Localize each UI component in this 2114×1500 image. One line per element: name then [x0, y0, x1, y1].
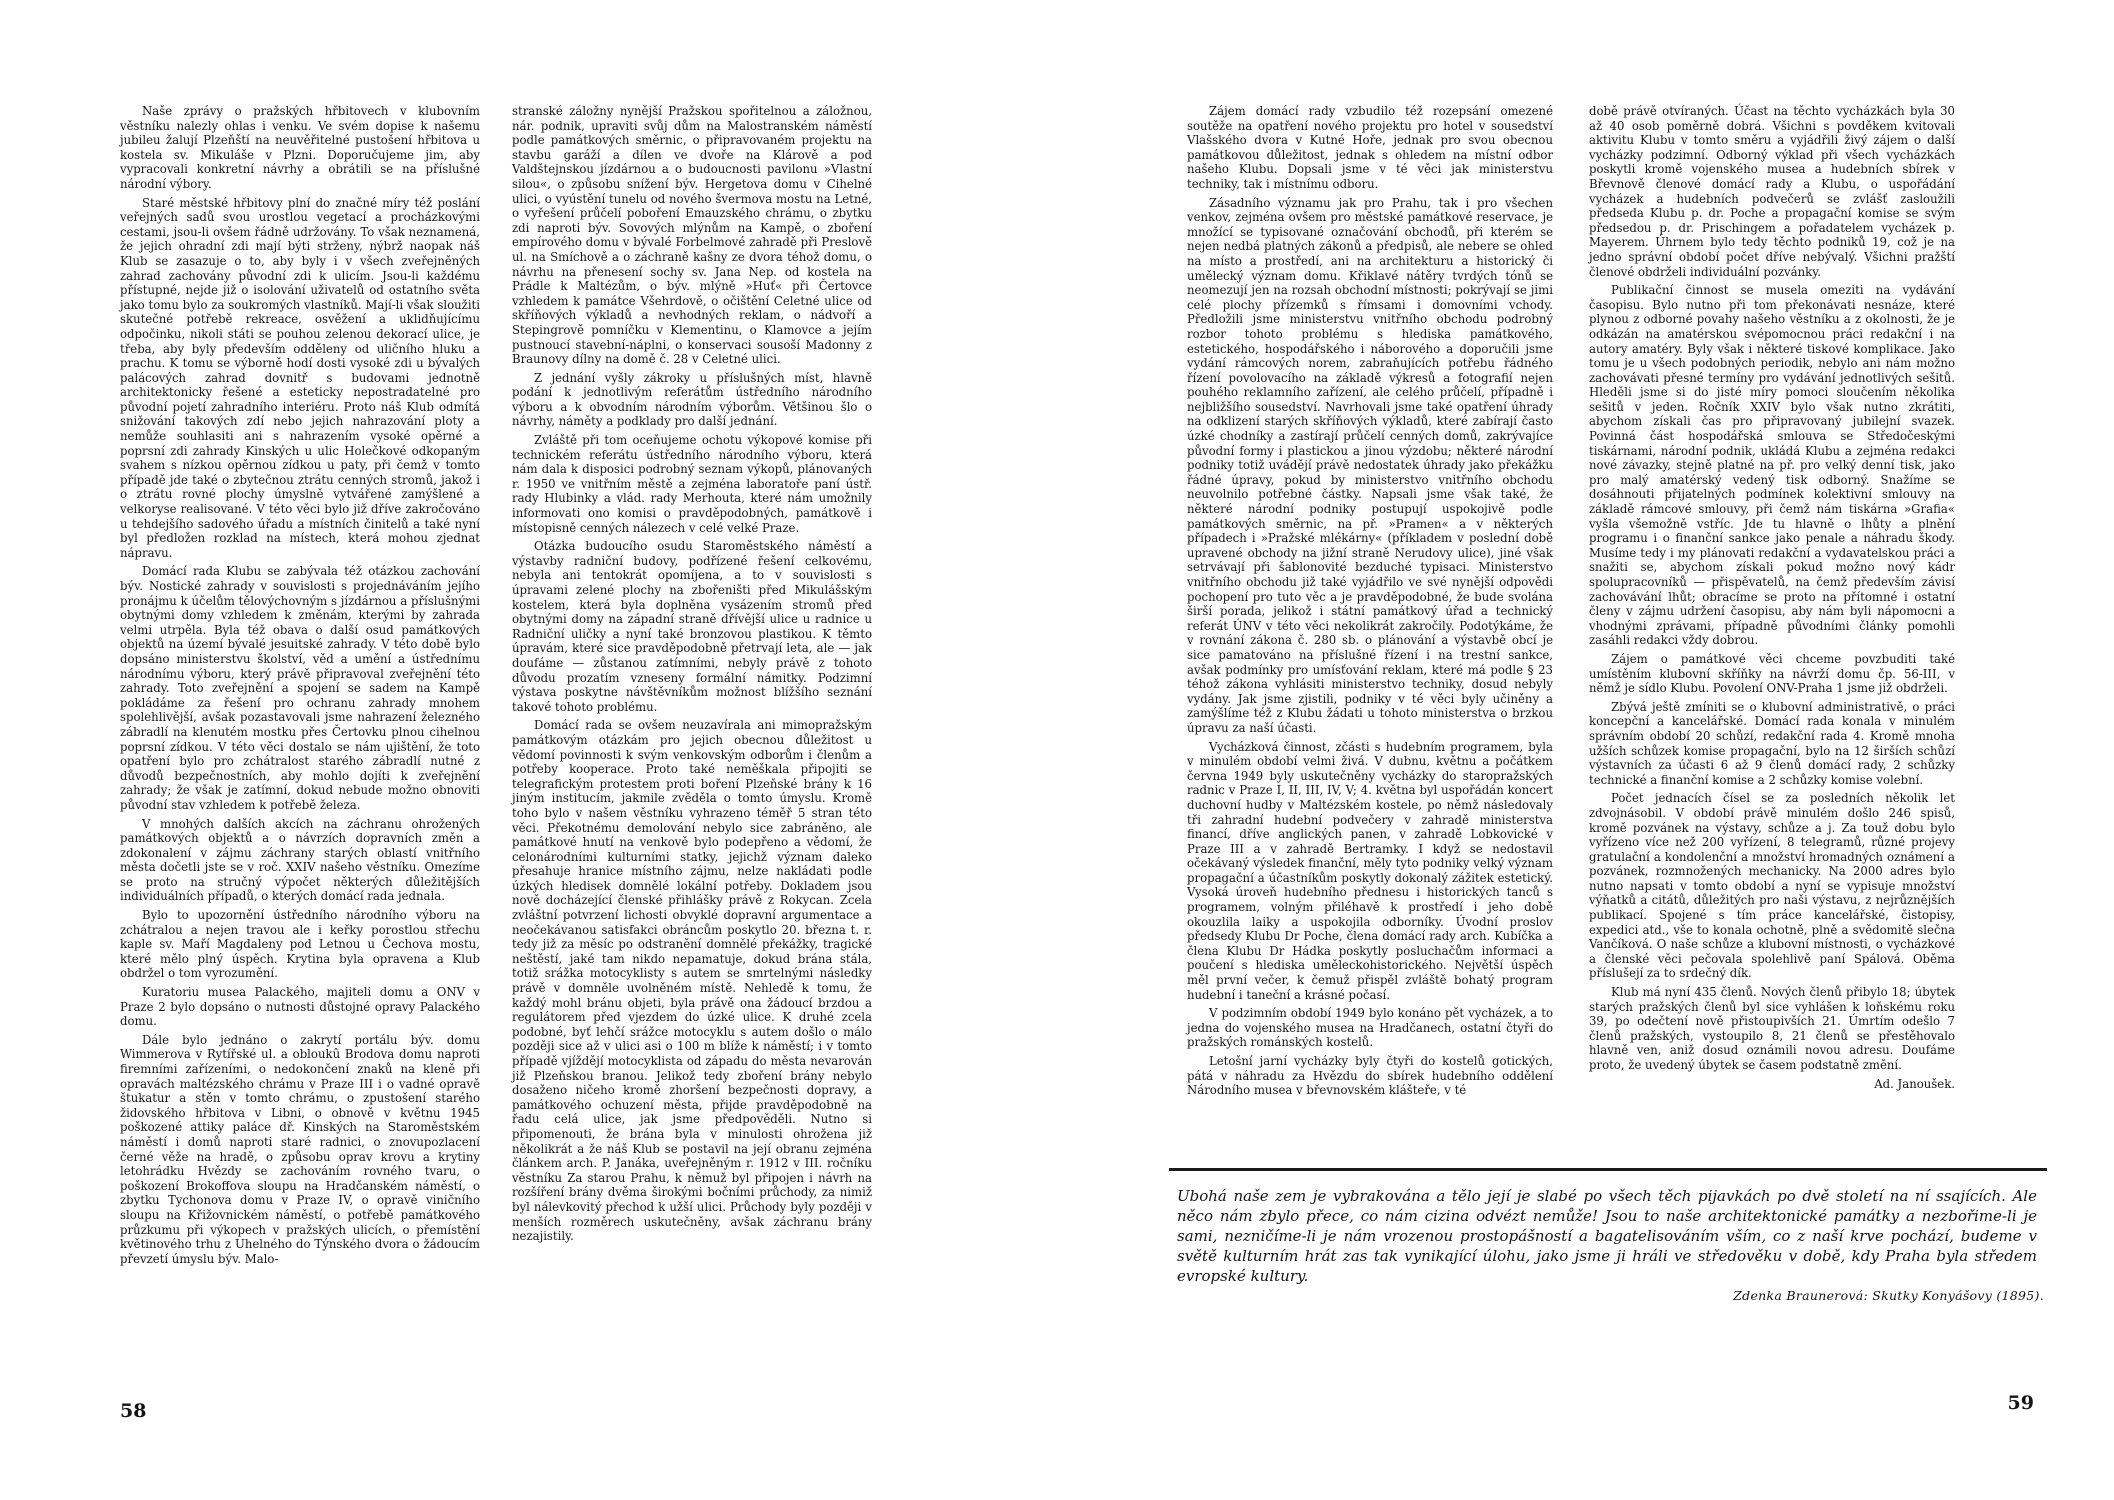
paragraph: stranské záložny nynější Pražskou spořitelnou a záložnou, nár. podnik, upraviti svůj dům na Malostranském náměstí podle památkových směrnic, o připravovaném projektu na stavbu garáží a dílen ve dvoře na Klárově a pod Valdštejnskou jízdárnou a o budoucnosti pavilonu »Vlastní silou«, o způsobu snížení býv. Hergetova domu v Cihelné ulici, o vyústění tunelu od nového švermova mostu na Letné, o vyřešení průčelí poboření Emauzského chrámu, o zbytku zdi naproti býv. Sovových mlýnům na Kampě, o zboření empírového domu v bývalé Forbelmové zahradě při Preslově ul. na Smíchově a o záchraně kašny ze dvora téhož domu, o návrhu na přenesení sochy sv. Jana Nep. od kostela na Prádle k Maltézům, o býv. mlýně »Huť« při Čertovce vzhledem k památce Všehrdově, o očištění Celetné ulice od skříňových výkladů a nevhodných reklam, o nádvoří a Stepingrově pomníčku v Klementinu, o Klamovce a jejím pustnoucí stavební-náplni, o konservaci sousoší Madonny z Braunovy dílny na domě č. 28 v Celetné ulici.	[512, 104, 872, 367]
paragraph: Kuratoriu musea Palackého, majiteli domu a ONV v Praze 2 bylo dopsáno o nutnosti důstojné opravy Palackého domu.	[120, 985, 480, 1029]
paragraph: Dále bylo jednáno o zakrytí portálu býv. domu Wimmerova v Rytířské ul. a obloukû Brodova domu naproti firemními zařízeními, o nedokončení znaků na kleně při opravách maltézského chrámu v Praze III i o vadné opravě štukatur a stěn v tomto chrámu, o zpustošení starého židovského hřbitova v Libni, o obnově v květnu 1945 poškozené attiky paláce dř. Kinských na Staroměstském náměstí i domů naproti staré radnici, o znovupozlacení černé věže na hradě, o způsobu oprav krovu a krytiny letohrádku Hvězdy se zachováním rovného tvaru, o poškození Brokoffova sloupu na Hradčanském náměstí, o zbytku Tychonova domu v Praze IV, o opravě viničního sloupu na Křižovnickém náměstí, o potřebě památkového průzkumu při výkopech v pražských ulicích, o přemístění květinového trhu z Uhelného do Týnského dvora o žádoucím převzetí úmyslu býv. Malo-	[120, 1032, 480, 1266]
paragraph: Bylo to upozornění ústředního národního výboru na zchátralou a nejen travou ale i keřky porostlou střechu kaple sv. Maří Magdaleny pod Letnou u Čechova mostu, které mělo plný úspěch. Krytina byla opravena a Klub obdržel o tom vyrozumění.	[120, 908, 480, 981]
page-number-right: 59	[2007, 1392, 2034, 1414]
paragraph: Vycházková činnost, zčásti s hudebním programem, byla v minulém období velmi živá. V dubnu, květnu a počátkem června 1949 byly uskutečněny vycházky do staropražských radnic v Praze I, II, III, IV, V; 4. května byl uspořádán koncert duchovní hudby v Maltézském kostele, po němž následovaly tři zahradní hudební podvečery v zahradě ministerstva financí, dříve anglických panen, v zahradě Lobkovické v Praze III a v zahradě Bertramky. I když se nedostavil očekávaný výsledek finanční, měly tyto podniky velký význam propagační a účastníkům poskytly dokonalý zážitek estetický. Vysoká úroveň hudebního přednesu i historických tanců s programem, volným přiléhavě k prostředí i jeho době okouzlila laiky a uspokojila odborníky. Úvodní proslov předsedy Klubu Dr Poche, člena domácí rady arch. Kubíčka a člena Klubu Dr Hádka poskytly posluchačům informaci a poučení s hlediska uměleckohistorického. Největší úspěch měl první večer, k čemuž přispěl zvláště bohatý program hudební i taneční a krásné počasí.	[1187, 739, 1553, 1002]
paragraph: Zbývá ještě zmíniti se o klubovní administrativě, o práci koncepční a kancelářské. Domácí rada konala v minulém správním období 20 schůzí, redakční rada 4. Kromě mnoha užších schůzek komise propagační, bylo na 12 širších schůzí výstavních za účasti 6 až 9 členů domácí rady, 2 schůzky technické a finanční komise a 2 schůzky komise volební.	[1589, 699, 1955, 787]
paragraph: Publikační činnost se musela omeziti na vydávání časopisu. Bylo nutno při tom překonávati nesnáze, které plynou z odborné povahy našeho věstníku a z okolnosti, že je odkázán na amatérskou svépomocnou práci redakční i na autory amatéry. Byly však i některé tiskové komplikace. Jako tomu je u všech podobných periodik, nebylo ani nám možno zachovávati přesné termíny pro vydávání jednotlivých sešitů. Hleděli jsme si do jisté míry pomoci sloučením několika sešitů v jeden. Ročník XXIV bylo však nutno zkrátiti, abychom získali čas pro připravovaný jubilejní svazek. Povinná část hospodářská smlouva se Středočeskými tiskárnami, národní podnik, ukládá Klubu a zejména redakci nové závazky, stejně platné na př. pro velký denní tisk, jako pro malý amatérský vedený tisk odborný. Snažíme se dosáhnouti přijatelných podmínek kolektivní smlouvy na základě rámcové smlouvy, při čemž nám tiskárna »Grafia« vyšla všemožně vstříc. Jde tu hlavně o lhůty a plnění programu i o finanční sankce jako penale a náhradu škody. Musíme tedy i my plánovati redakční a vydavatelskou práci a snažiti se, abychom získali pokud možno nový kádr spolupracovníků — přispěvatelů, na čemž především závisí zachovávání lhůt; obracíme se proto na přítomné i ostatní členy v zájmu udržení časopisu, aby nám byli nápomocni a vhodnými zprávami, případně původními články pomohli zasáhli redakci vždy dobrou.	[1589, 283, 1955, 648]
right-column-1	[1187, 104, 1553, 1124]
page-number-left: 58	[120, 1400, 147, 1422]
right-column-2	[1589, 104, 1955, 1124]
paragraph: Počet jednacích čísel se za posledních několik let zdvojnásobil. V období právě minulém došlo 246 spisů, kromě pozvánek na výstavy, schůze a j. Za touž dobu bylo vyřízeno více než 200 vyřízení, 8 telegramů, různé projevy gratulační a kondolenční a množství hromadných oznámení a pozvánek, rozmnožených mechanicky. Na 2000 adres bylo nutno napsati v tomto období a nyní se vypisuje množství výňatků a citátů, důležitých pro naši výstavu, z nejrůznějších publikací. Spojené s tím práce kancelářské, čistopisy, expedici atd., vše to konala ochotně, plně a svědomitě slečna Vančíková. O naše schůze a klubovní místnosti, o vycházkové a členské věci pečovala spolehlivě paní Spálová. Oběma příslušejí za to srdečný dík.	[1589, 791, 1955, 981]
paragraph: Otázka budoucího osudu Staroměstského náměstí a výstavby radniční budovy, podřízené řešení celkovému, nebyla ani tentokrát opomíjena, a to v souvislosti s úpravami zelené plochy na zbořeništi před Mikulášským kostelem, která byla doplněna vysázením stromů před obytnými domy na západní straně dřívější ulice u radnice u Radniční uličky a nyní také bronzovou plastikou. K těmto úpravám, které sice pravděpodobně přetrvají leta, ale — jak doufáme — zůstanou zatímními, nebyly právě z tohoto důvodu prozatím vzneseny formální námitky. Podzimní výstava poskytne návštěvníkům možnost blížšího seznání takové tohoto problému.	[512, 539, 872, 714]
quote-source: Zdenka Braunerová: Skutky Konyášovy (1895).	[1733, 1288, 2044, 1303]
paragraph: Zvláště při tom oceňujeme ochotu výkopové komise při technickém referátu ústředního národního výboru, která nám dala k disposici podrobný seznam výkopů, plánovaných r. 1950 ve vnitřním městě a zejména laboratoře paní ústř. rady Hlubinky a vlád. rady Merhouta, které nám umožnily informovati ono komisi o pravděpodobných, památkově i místopisně cenných nálezech v celé velké Praze.	[512, 433, 872, 535]
paragraph: Klub má nyní 435 členů. Nových členů přibylo 18; úbytek starých pražských členů byl sice vyhlášen k loňskému roku 39, po odečtení nově přistoupivších 21. Úmrtím odešlo 7 členů pražských, vystoupilo 8, 21 členů se přestěhovalo hlavně ven, aniž dosud oznámili novou adresu. Doufáme proto, že uvedený úbytek se časem podstatně změní.	[1589, 985, 1955, 1072]
left-column-1	[120, 104, 480, 1266]
closing-quote: Ubohá naše zem je vybrakována a tělo její je slabé po všech těch pijavkách po dvě století na ní ssajících. Ale něco nám zbylo přece, co nám cizina odvézt nemůže! Jsou to naše architektonické památky a nezbořime-li je sami, nezničíme-li je nám vrozenou prostopášností a bagatelisováním vším, co z naší krve pochází, budeme v světě kulturním hrát zas tak vynikající úlohu, jako jsme ji hráli ve středověku v době, kdy Praha byla středem evropské kultury.	[1177, 1187, 2037, 1285]
paragraph: Naše zprávy o pražských hřbitovech v klubovním věstníku nalezly ohlas i venku. Ve svém dopise k našemu jubileu žalují Plzeňští na neuvěřitelné pustošení hřbitova u kostela sv. Mikuláše v Plzni. Doporučujeme jim, aby vypracovali konkretní návrhy a obrátili se na příslušné národní výbory.	[120, 104, 480, 191]
paragraph: době právě otvíraných. Účast na těchto vycházkách byla 30 až 40 osob poměrně dobrá. Všichni s povděkem kvitovali aktivitu Klubu v tomto směru a vyjádřili živý zájem o další vycházky podzimní. Odborný výklad při všech vycházkách poskytli kromě vojenského musea a hudebních sbírek v Břevnově členové domácí rady a Klubu, o uspořádání vycházek a hudebních podvečerů se zvlášť zasloužili předseda Klubu p. dr. Poche a propagační komise se svým předsedou p. dr. Prischingem a pořadatelem vycházek p. Mayerem. Úhrnem bylo tedy těchto podniků 19, což je na jedno správní období počet dříve nebývalý. Všichni pražští členové obdrželi individuální pozvánky.	[1589, 104, 1955, 279]
paragraph: Zásadního významu jak pro Prahu, tak i pro všechen venkov, zejména ovšem pro městské památkové reservace, je množící se typisované označování obchodů, při kterém se nejen nedbá platných zákonů a předpisů, ale nebere se ohled na místo a prostředí, ani na architekturu a historický či umělecký význam domu. Křiklavé nátěry tvrdých tónů se neomezují jen na rozsah obchodní místnosti; pokrývají se jimi celé plochy přízemků s římsami i domovními vchody. Předložili jsme ministerstvu vnitřního obchodu podrobný rozbor tohoto problému s hlediska památkového, estetického, hospodářského i náborového a doporučili jsme vydání rámcových norem, zabraňujících potřebu řádného řízení povolovacího na základě výkresů a fotografií nejen pouhého reklamního zařízení, ale celého průčelí, případně i nejbližšího sousedství. Navrhovali jsme také opatření úhrady na odklizení starých skříňových výkladů, které zabírají často úzké chodníky a zastírají průčelí cenných domů, zakrývajíce původní formy i plastickou a jinou výzdobu; některé národní podniky totiž uvádějí právě nedostatek úhrady jako překážku řádné úpravy, pokud by ministerstvo vnitřního obchodu neuvolnilo potřebné částky. Napsali jsme však také, že některé národní podniky postupují uspokojivě podle památkových směrnic, na př. »Pramen« a v některých případech i »Pražské mlékárny« (příkladem v poslední době upravené obchody na jižní straně Nerudovy ulice), jiné však setrvávají při šablonovité bezduché typisaci. Ministerstvo vnitřního obchodu již také vyjádřilo ve své nynější odpovědi pochopení pro tuto věc a je pravděpodobné, že bude svolána širší porada, jelikož i státní památkový úřad a technický referát ÚNV v této věci nekolikrát zakročily. Podotýkáme, že v rovnání zákona č. 280 sb. o plánování a výstavbě obcí je sice pamatováno na příslušné řízení i na trestní sankce, avšak podmínky pro umísťování reklam, které má podle § 23 téhož zákona vyhlásiti ministerstvo techniky, dosud nebyly vydány. Jak jsme zjistili, podniky v té věci byly učiněny a zamýšlíme též z Klubu žádati u tohoto ministerstva o brzkou úpravu za naší účasti.	[1187, 195, 1553, 735]
paragraph: Domácí rada se ovšem neuzavírala ani mimopražským památkovým otázkám pro jejich obecnou důležitost u vědomí povinnosti k svým venkovským odborům i členům a potřeby kooperace. Proto také neměškala připojiti se telegrafickým protestem proti boření Plzeňské brány k 16 jiným institucím, jakmile zvěděla o tomto úmyslu. Kromě toho bylo v našem věstníku vyhrazeno téměř 5 stran této věci. Překotnému demolování nebylo sice zabráněno, ale památkové hnutí na venkově bylo podepřeno a vědomí, že celonárodními kulturními statky, jejichž význam daleko přesahuje hranice místního zájmu, nelze nakládati podle úzkých hledisek domnělé lokální potřeby. Dokladem jsou nově docházející členské přihlášky právě z Rokycan. Zcela zvláštní potvrzení lichosti obvyklé dopravní argumentace a neočekávanou satisfakci obráncům poskytlo 20. března t. r. tedy již za měsíc po odstranění domnělé překážky, tragické neštěstí, jaké tam nikdo nepamatuje, dokud brána stála, totiž srážka motocyklisty s autem se smrtelnými následky právě v domněle uvolněném místě. Nehledě k tomu, že každý mohl bránu objeti, byla právě ona žádoucí brzdou a regulátorem před vjezdem do úzké ulice. K druhé zcela podobné, byť lehčí srážce motocyklu s autem došlo o málo později sice až v ulici asi o 100 m blíže k náměstí; i v tomto případě vjíždějí motocyklista od západu do města nevarován již Plzeňskou branou. Jelikož tedy zboření brány nebylo dosaženo ničeho kromě zhoršení bezpečnosti dopravy, a památkového ochuzení města, přijde pravděpodobně na řadu celá ulice, jak jsme předpověděli. Nutno si připomenouti, že brána byla v minulosti ohrožena již několikrát a že náš Klub se postavil na její obranu zejména článkem arch. P. Janáka, uveřejněným r. 1912 v III. ročníku věstníku Za starou Prahu, k němuž byl připojen i návrh na rozšíření brány dvěma širokými bočními průchody, za nimiž byl nálevkovitý přechod k užší ulici. Průchody byly později v menších rozměrech uskutečněny, avšak záchranu brány nezajistily.	[512, 718, 872, 1244]
paragraph: Z jednání vyšly zákroky u příslušných míst, hlavně podání k jednotlivým referátům ústředního národního výboru a k obvodním národním výborům. Většinou šlo o návrhy, náměty a podklady pro další jednání.	[512, 370, 872, 429]
paragraph: V podzimním období 1949 bylo konáno pět vycházek, a to jedna do vojenského musea na Hradčanech, ostatní čtyři do pražských románských kostelů.	[1187, 1006, 1553, 1050]
paragraph: Letošní jarní vycházky byly čtyři do kostelů gotických, pátá v náhradu za Hvězdu do sbírek hudebního oddělení Národního musea v břevnovském klášteře, v té	[1187, 1054, 1553, 1098]
right-page	[1057, 0, 2114, 1500]
paragraph: Domácí rada Klubu se zabývala též otázkou zachování býv. Nostické zahrady v souvislosti s projednáváním jejího pronájmu k účelům tělovýchovným s jízdárnou a příslušnými obytnými domy vzhledem k změnám, kterými by zahrada velmi utrpěla. Byla též obava o další osud památkových objektů na území bývalé jesuitské zahrady. V této době bylo dopsáno ministerstvu školství, věd a umění a ústřednímu národnímu výboru, který právě připravoval zveřejnění této zahrady. Toto zveřejnění a spojení se sadem na Kampě pokládáme za řešení pro ochranu zahrady mnohem spolehlivější, avšak pozastavovali jsme nahrazení železného zábradlí na klenutém mostku přes Čertovku plnou cihelnou poprsní zídkou. V této věci dostalo se nám ujištění, že toto opatření bylo pro zchátralost starého zábradlí nutné z důvodů bezpečnostních, aby mohlo dojíti k zveřejnění zahrady; že však je zatímní, dokud nebude možno obnoviti původní stav vzhledem k potřebě železa.	[120, 564, 480, 812]
author-signature: Ad. Janoušek.	[1874, 1076, 1955, 1091]
left-column-2	[512, 104, 872, 1244]
paragraph: Staré městské hřbitovy plní do značné míry též poslání veřejných sadů svou urostlou vegetací a procházkovými cestami, jsou-li ovšem řádně udržovány. To však neznamená, že jejich ohradní zdi mají býti strženy, nýbrž naopak náš Klub se zasazuje o to, aby byly i v všech zveřejněných zahrad zachovány původní zdi k ulicím. Jsou-li každému přístupné, nejde již o isolování uživatelů od ostatního světa jako tomu bylo za soukromých vlastníků. Mají-li však sloužiti skutečné potřebě rekreace, osvěžení a uklidňujícímu odpočinku, nikoli státi se pouhou zelenou dekorací ulice, je třeba, aby byly především odděleny od uličního hluku a prachu. K tomu se výborně hodí dosti vysoké zdi u bývalých palácových zahrad dovnitř s budovami jednotně architektonicky řešené a esteticky nepostradatelné pro původní pojetí zahradního interiéru. Proto náš Klub odmítá snižování takových zdí nebo jejich nahrazování ploty a nemůže souhlasiti ani s nahrazením vysoké opěrné a poprsní zdi zahrady Kinských u ulic Holečkové odkopaným svahem s nízkou opěrnou zídkou u paty, při čemž v tomto případě jde také o zbytečnou ztrátu cenných stromů, jakož i o ztrátu rovné plochy úmyslně vytvářené zamýšlené a velkoryse realisované. V této věci bylo již dříve zakročováno u tehdejšího sadového úřadu a místních činitelů a také nyní byl předložen rozklad na místech, která mohou zjednat nápravu.	[120, 195, 480, 560]
paragraph: Zájem o památkové věci chceme povzbuditi také umístěním klubovní skříňky na návrží domu čp. 56-III, v němž je sídlo Klubu. Povolení ONV-Praha 1 jsme již obdrželi.	[1589, 651, 1955, 696]
paragraph: Zájem domácí rady vzbudilo též rozepsání omezené soutěže na opatření nového projektu pro hotel v sousedství Vlašského dvora v Kutné Hoře, jednak pro svou obecnou památkovou důležitost, jednak s ohledem na místní odbor našeho Klubu. Dopsali jsme v té věci jak ministerstvu techniky, tak i místnímu odboru.	[1187, 104, 1553, 191]
paragraph: V mnohých dalších akcích na záchranu ohrožených památkových objektů a o návrzích dopravních změn a zdokonalení v zájmu záchrany starých oblastí vnitřního města dočetli jste se v roč. XXIV našeho věstníku. Omezíme se proto na stručný výpočet některých důležitějších individuálních případů, o kterých domácí rada jednala.	[120, 816, 480, 904]
divider-rule	[1169, 1168, 2047, 1171]
